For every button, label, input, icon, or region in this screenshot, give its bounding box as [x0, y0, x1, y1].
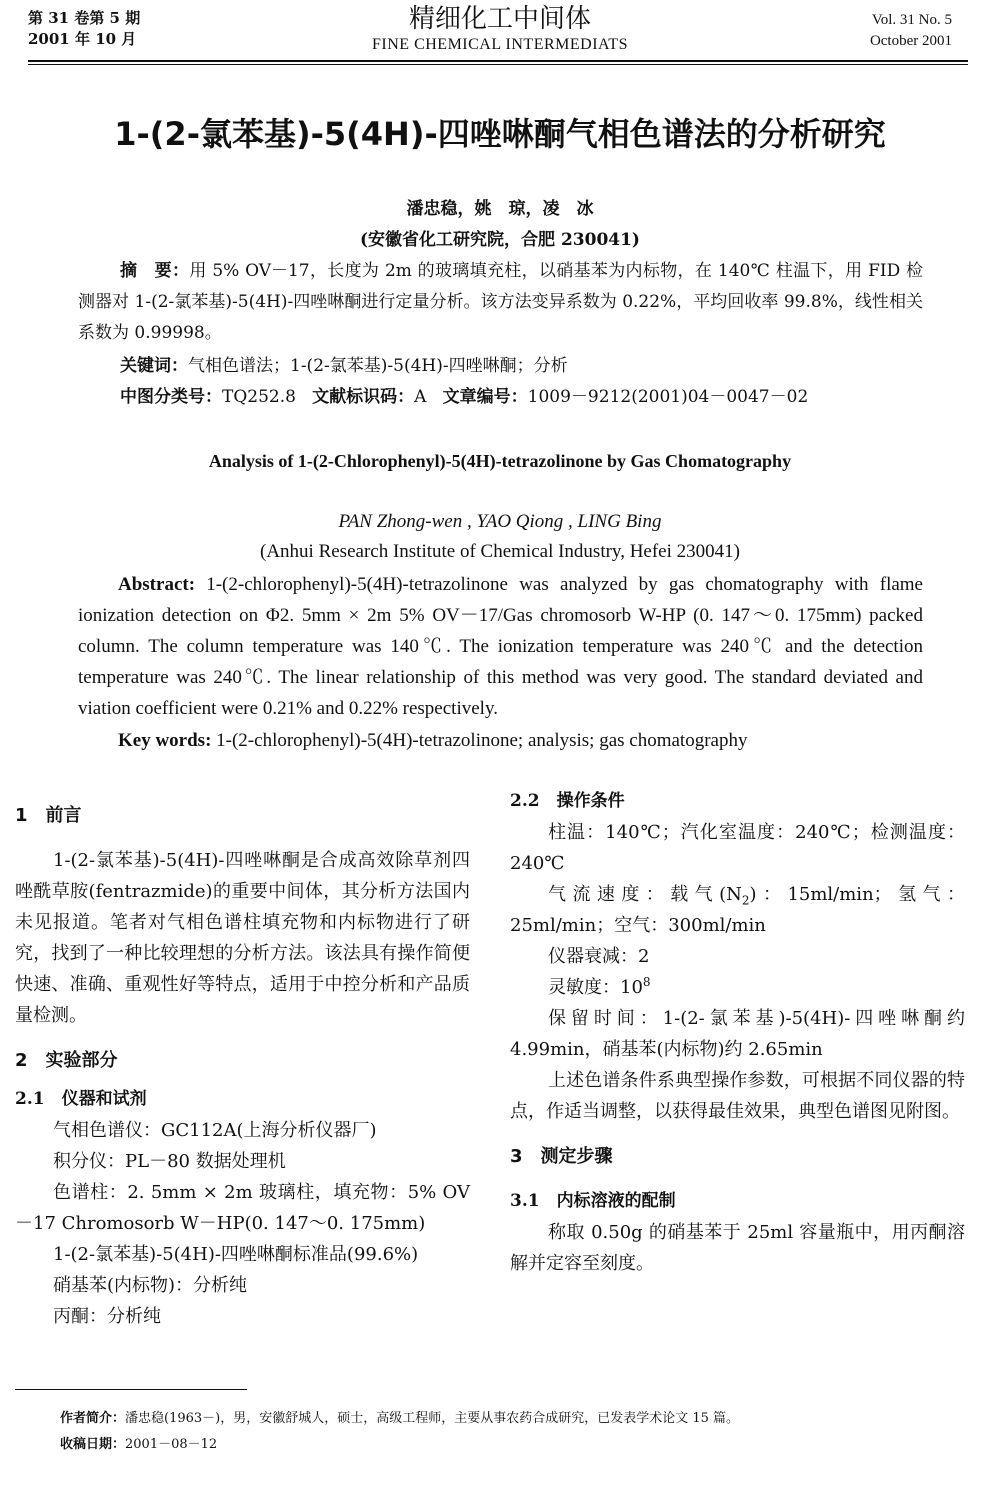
header-rule-thin	[28, 64, 968, 65]
doc-code-value: A	[414, 387, 427, 407]
condition-attenuation: 仪器衰减：2	[548, 946, 650, 967]
abstract-en	[78, 569, 923, 724]
instrument-gc: 气相色谱仪：GC112A(上海分析仪器厂)	[53, 1120, 377, 1141]
gas-flow-text-b: )：15ml/min；氢气：25ml/min；空气：300ml/min	[510, 884, 965, 936]
reagent-standard: 1-(2-氯苯基)-5(4H)-四唑啉酮标准品(99.6%)	[53, 1244, 419, 1265]
section-3-heading: 3 测定步骤	[510, 1146, 613, 1167]
header-date-en: October 2001	[869, 33, 952, 49]
sensitivity-exponent: 8	[642, 975, 651, 989]
body-column-left	[15, 800, 470, 1332]
section-1-heading: 1 前言	[15, 805, 82, 826]
paper-title-cn: 1-(2-氯苯基)-5(4H)-四唑啉酮气相色谱法的分析研究	[114, 115, 886, 153]
condition-temperature: 柱温：140℃；汽化室温度：240℃；检测温度：240℃	[510, 822, 965, 874]
condition-gas-flow	[510, 879, 965, 941]
section-2-2-heading: 2.2 操作条件	[510, 791, 625, 811]
footnote-author	[60, 1408, 960, 1430]
footnote-rule	[15, 1389, 247, 1390]
abstract-cn-label: 摘 要：	[120, 261, 190, 281]
header-rule-thick	[28, 60, 968, 62]
keywords-en-text: 1-(2-chlorophenyl)-5(4H)-tetrazolinone; analysis; gas chomatography	[211, 730, 748, 751]
header-volume	[870, 10, 952, 52]
section-3-1-paragraph: 称取 0.50g 的硝基苯于 25ml 容量瓶中，用丙酮溶解并定容至刻度。	[510, 1222, 965, 1274]
abstract-en-label: Abstract:	[118, 574, 196, 595]
article-number-value: 1009－9212(2001)04－0047－02	[527, 387, 809, 407]
keywords-cn-text: 气相色谱法；1-(2-氯苯基)-5(4H)-四唑啉酮；分析	[188, 356, 568, 376]
journal-name-cn: 精细化工中间体	[408, 4, 591, 34]
abstract-cn	[78, 256, 923, 349]
keywords-en	[78, 725, 923, 756]
reagent-nitrobenzene: 硝基苯(内标物)：分析纯	[53, 1275, 248, 1296]
footnote-received-text: 2001－08－12	[125, 1437, 218, 1452]
footnote-received-label: 收稿日期：	[60, 1437, 126, 1452]
body-column-right	[510, 786, 965, 1279]
footnote-author-label: 作者简介：	[60, 1411, 126, 1426]
instrument-integrator: 积分仪：PL－80 数据处理机	[53, 1151, 286, 1172]
instrument-column: 色谱柱：2. 5mm × 2m 玻璃柱，填充物：5% OV－17 Chromosorb W－HP(0. 147～0. 175mm)	[15, 1182, 470, 1234]
affiliation-cn: (安徽省化工研究院，合肥 230041)	[360, 230, 640, 250]
keywords-cn	[78, 351, 923, 382]
keywords-cn-label: 关键词：	[120, 356, 188, 376]
footnote-author-text: 潘忠稳(1963－)，男，安徽舒城人，硕士，高级工程师，主要从事农药合成研究，已发表学术论文 15 篇。	[125, 1411, 740, 1426]
condition-sensitivity	[510, 972, 965, 1003]
keywords-en-label: Key words:	[118, 730, 212, 751]
doc-code-label: 文献标识码：	[312, 387, 415, 407]
paper-title-en: Analysis of 1-(2-Chlorophenyl)-5(4H)-tetrazolinone by Gas Chomatography	[208, 451, 792, 471]
abstract-cn-text: 用 5% OV－17，长度为 2m 的玻璃填充柱，以硝基苯为内标物，在 140℃ 柱温下，用 FID 检测器对 1-(2-氯苯基)-5(4H)-四唑啉酮进行定量分析。该方法变异系数为 0.22%，平均回收率 99.8%，线性相关系数为 0.99998。	[78, 261, 923, 343]
footnote-received	[60, 1434, 960, 1456]
gas-flow-text-a: 气流速度：载气(N	[548, 884, 742, 905]
abstract-en-text: 1-(2-chlorophenyl)-5(4H)-tetrazolinone was analyzed by gas chomatography with flame ionization detection on Φ2. 5mm × 2m 5% OV－17/Gas chromosorb W-HP (0. 147～0. 175mm) packed column. The column temperature was 140℃. The ionization temperature was 240℃ and the detection temperature was 240℃. The linear relationship of this method was very good. The standard deviated and viation coefficient were 0.21% and 0.22% respectively.	[78, 574, 923, 719]
header-date-cn: 2001 年 10 月	[28, 30, 137, 48]
affiliation-en: (Anhui Research Institute of Chemical Industry, Hefei 230041)	[260, 541, 740, 562]
sensitivity-text: 灵敏度：10	[548, 977, 643, 998]
classification-line	[78, 382, 923, 413]
clc-label: 中图分类号：	[120, 387, 222, 407]
header-volume-en: Vol. 31 No. 5	[871, 12, 952, 28]
section-3-1-heading: 3.1 内标溶液的配制	[510, 1191, 676, 1211]
section-1-paragraph: 1-(2-氯苯基)-5(4H)-四唑啉酮是合成高效除草剂四唑酰草胺(fentrazmide)的重要中间体，其分析方法国内未见报道。笔者对气相色谱柱填充物和内标物进行了研究，找到了一种比较理想的分析方法。该法具有操作简便快速、准确、重观性好等特点，适用于中控分析和产品质量检测。	[15, 850, 470, 1026]
article-number-label: 文章编号：	[442, 387, 528, 407]
gas-flow-subscript: 2	[741, 893, 750, 908]
reagent-acetone: 丙酮：分析纯	[53, 1306, 161, 1327]
journal-name-en: FINE CHEMICAL INTERMEDIATS	[372, 36, 628, 53]
section-2-heading: 2 实验部分	[15, 1050, 118, 1071]
authors-en: PAN Zhong-wen , YAO Qiong , LING Bing	[338, 511, 662, 532]
condition-retention: 保留时间：1-(2-氯苯基)-5(4H)-四唑啉酮约 4.99min，硝基苯(内标物)约 2.65min	[510, 1008, 965, 1060]
authors-cn: 潘忠稳，姚 琼，凌 冰	[406, 199, 594, 219]
header-journal	[0, 4, 1000, 56]
condition-note: 上述色谱条件系典型操作参数，可根据不同仪器的特点，作适当调整，以获得最佳效果，典型色谱图见附图。	[510, 1070, 965, 1122]
clc-value: TQ252.8	[222, 387, 296, 407]
header-issue-cn: 第 31 卷第 5 期	[28, 9, 141, 27]
section-2-1-heading: 2.1 仪器和试剂	[15, 1089, 147, 1109]
